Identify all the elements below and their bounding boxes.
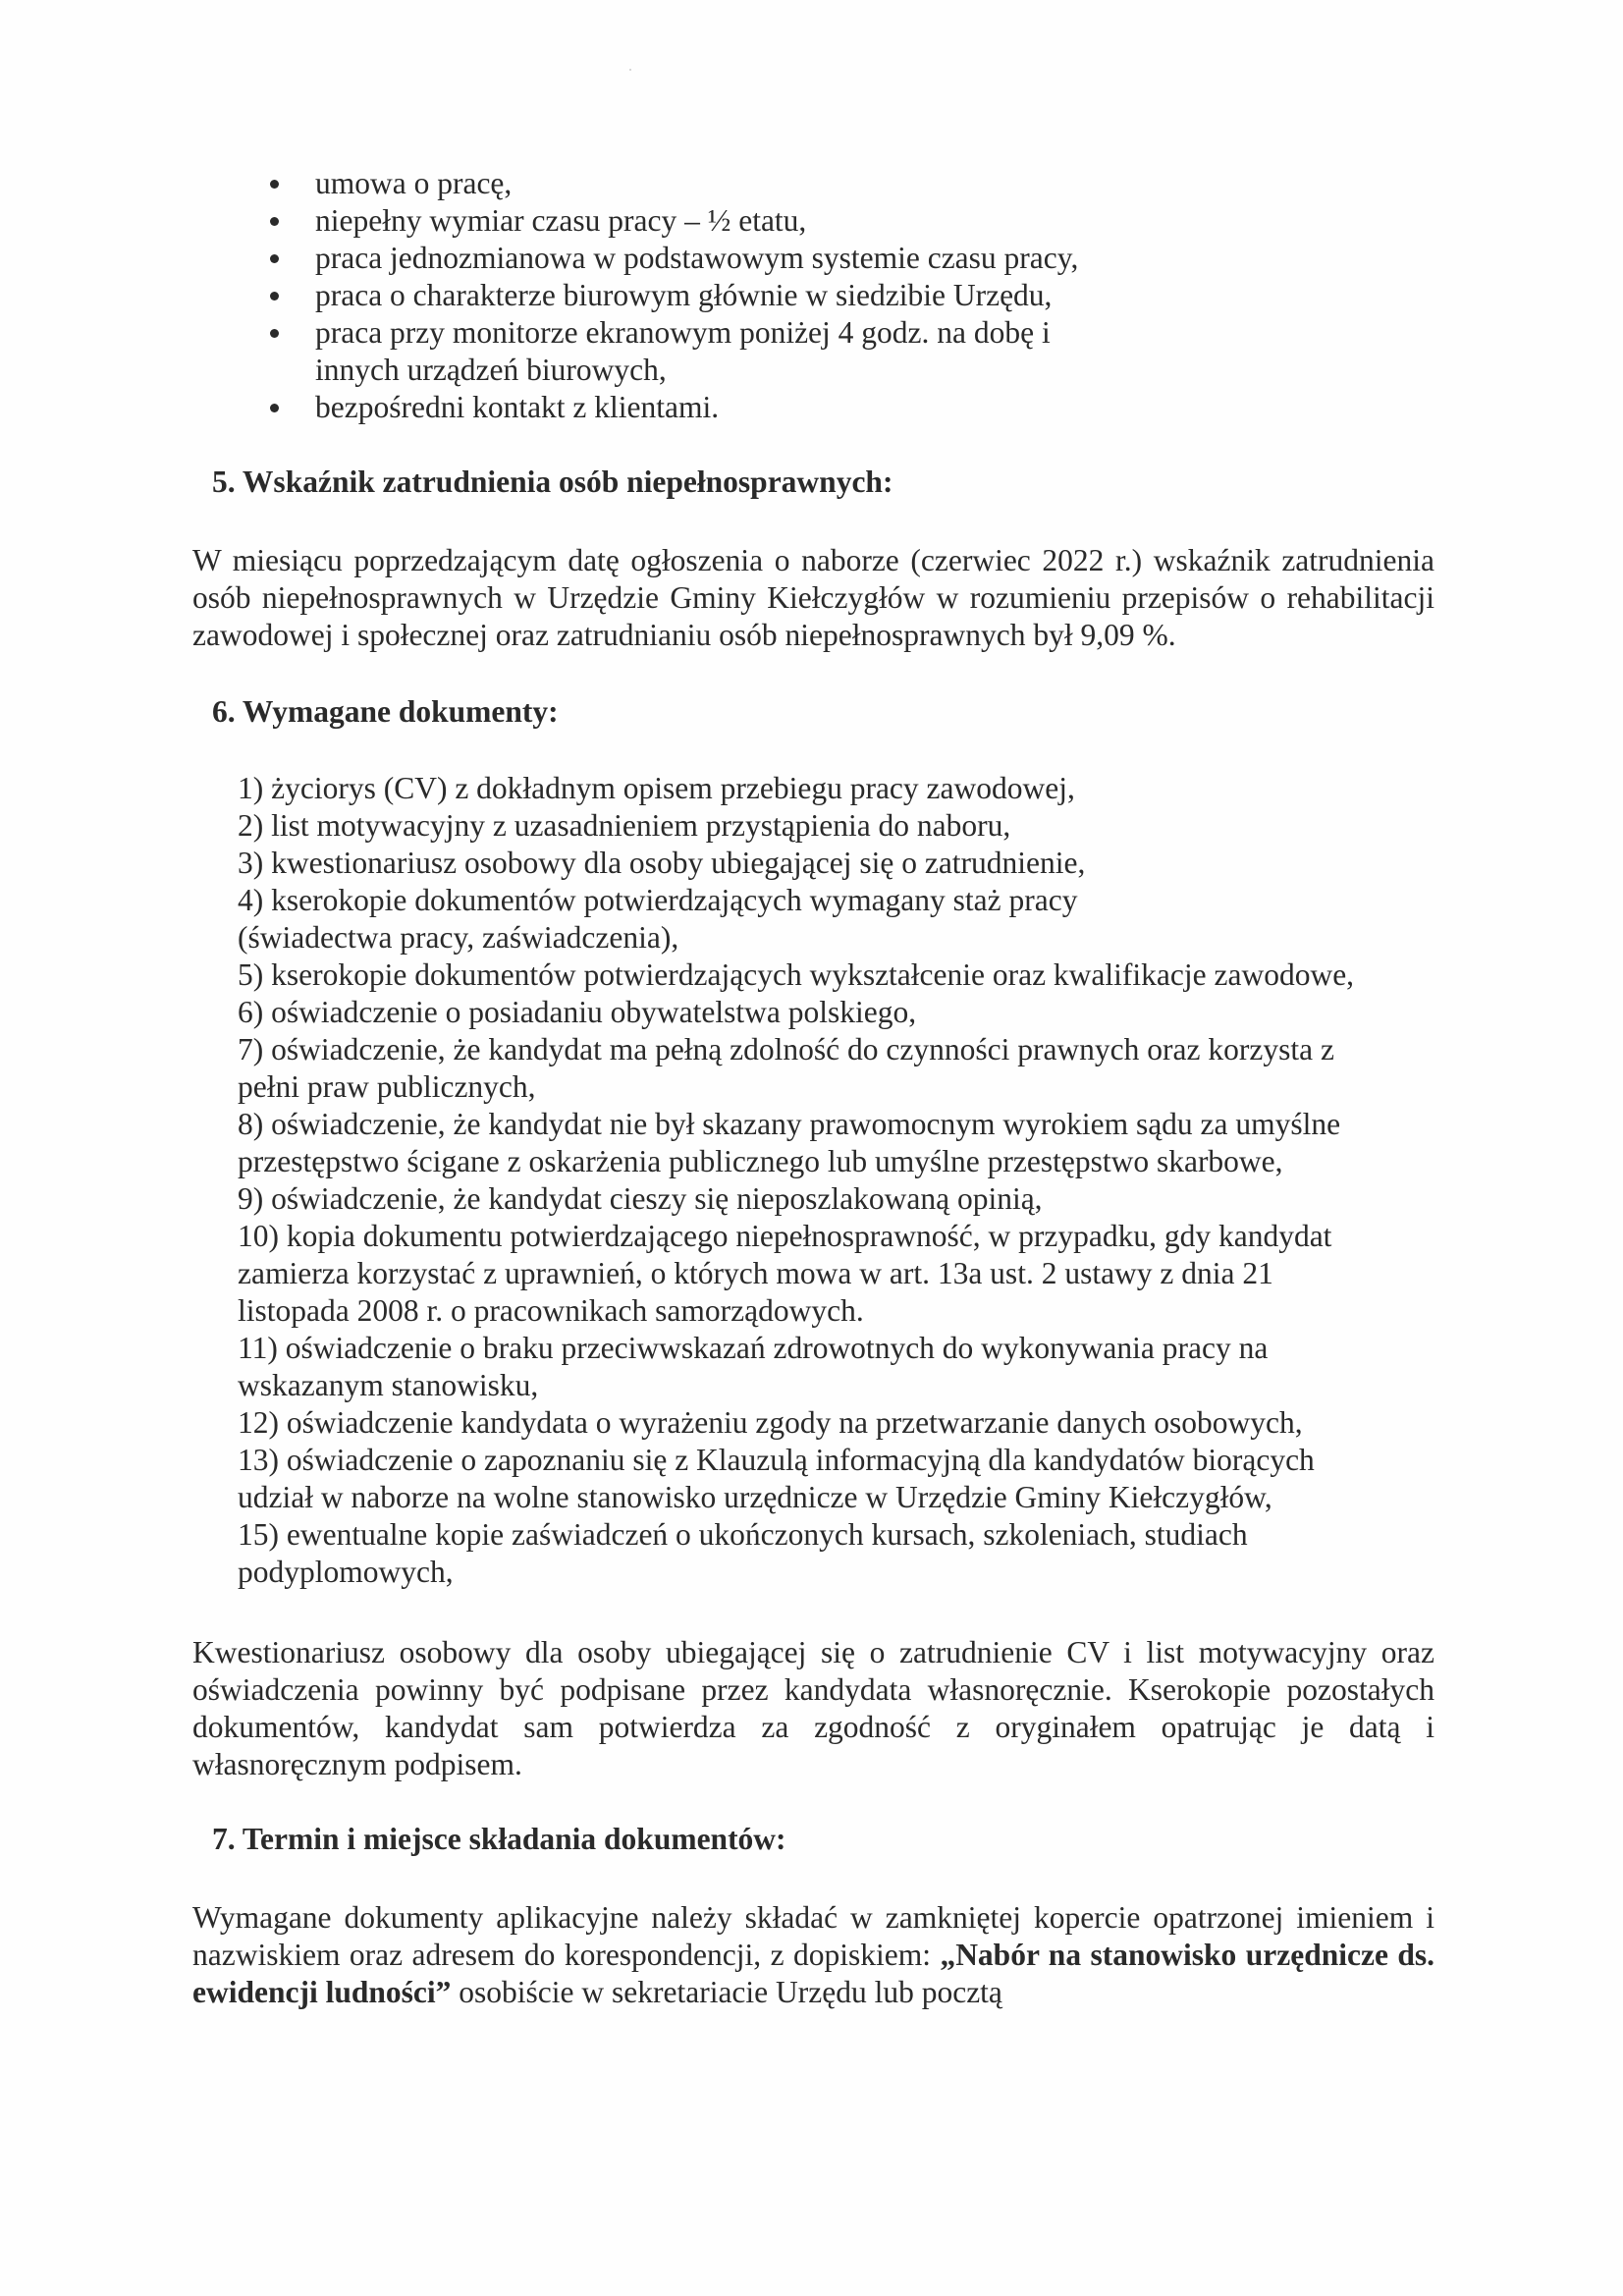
submission-label: „Nabór na stanowisko urzędnicze ds. ewidencji ludności” [192, 1938, 1435, 2009]
list-item: umowa o pracę, [315, 165, 1434, 202]
list-item: niepełny wymiar czasu pracy – ½ etatu, [315, 202, 1434, 240]
section-5-heading: 5. Wskaźnik zatrudnienia osób niepełnosprawnych: [212, 465, 893, 499]
list-item: praca jednozmianowa w podstawowym systemie czasu pracy, [315, 240, 1434, 277]
bullet-icon [270, 254, 279, 263]
list-item: praca przy monitorze ekranowym poniżej 4 godz. na dobę i innych urządzeń biurowych, [315, 314, 1434, 389]
scan-speck [629, 69, 631, 71]
section-5-text: W miesiącu poprzedzającym datę ogłoszenia o naborze (czerwiec 2022 r.) wskaźnik zatrudnienia osób niepełnosprawnych w Urzędzie Gminy Kiełczygłów w rozumieniu przepisów o rehabilitacji zawodowej i społecznej oraz zatrudnianiu osób niepełnosprawnych był 9,09 %. [192, 543, 1434, 652]
list-item: 2) list motywacyjny z uzasadnieniem przystąpienia do naboru, [238, 808, 1011, 843]
bullet-icon [270, 329, 279, 338]
list-item: 12) oświadczenie kandydata o wyrażeniu zgody na przetwarzanie danych osobowych, [238, 1405, 1303, 1440]
employment-conditions-list [192, 165, 1434, 426]
list-item: 6) oświadczenie o posiadaniu obywatelstwa polskiego, [238, 995, 917, 1029]
list-item: 8) oświadczenie, że kandydat nie był skazany prawomocnym wyrokiem sądu za umyślne przestępstwo ścigane z oskarżenia publicznego lub umyślne przestępstwo skarbowe, [238, 1107, 1341, 1178]
document-content [192, 165, 1434, 2011]
list-item: 13) oświadczenie o zapoznaniu się z Klauzulą informacyjną dla kandydatów biorących udział w naborze na wolne stanowisko urzędnicze w Urzędzie Gminy Kiełczygłów, [238, 1443, 1315, 1514]
list-item: 3) kwestionariusz osobowy dla osoby ubiegającej się o zatrudnienie, [238, 846, 1086, 880]
list-item: 15) ewentualne kopie zaświadczeń o ukończonych kursach, szkoleniach, studiach podyplomowych, [238, 1517, 1248, 1589]
section-7-heading: 7. Termin i miejsce składania dokumentów: [212, 1822, 786, 1856]
list-item: 10) kopia dokumentu potwierdzającego niepełnosprawność, w przypadku, gdy kandydat zamierza korzystać z uprawnień, o których mowa w art. 13a ust. 2 ustawy z dnia 21 listopada 2008 r. o pracownikach samorządowych. [238, 1219, 1332, 1328]
list-item: 11) oświadczenie o braku przeciwwskazań zdrowotnych do wykonywania pracy na wskazanym stanowisku, [238, 1331, 1269, 1402]
list-item: praca o charakterze biurowym głównie w siedzibie Urzędu, [315, 277, 1434, 314]
documents-note: Kwestionariusz osobowy dla osoby ubiegającej się o zatrudnienie CV i list motywacyjny oraz oświadczenia powinny być podpisane przez kandydata własnoręcznie. Kserokopie pozostałych dokumentów, kandydat sam potwierdza za zgodność z oryginałem opatrując je datą i własnoręcznym podpisem. [192, 1635, 1434, 1781]
list-item: 7) oświadczenie, że kandydat ma pełną zdolność do czynności prawnych oraz korzysta z pełni praw publicznych, [238, 1032, 1334, 1104]
list-item: 1) życiorys (CV) z dokładnym opisem przebiegu pracy zawodowej, [238, 771, 1075, 805]
list-item: 4) kserokopie dokumentów potwierdzających wymagany staż pracy (świadectwa pracy, zaświadczenia), [238, 883, 1078, 955]
list-item: 9) oświadczenie, że kandydat cieszy się nieposzlakowaną opinią, [238, 1181, 1043, 1216]
bullet-icon [270, 404, 279, 412]
bullet-icon [270, 292, 279, 301]
section-6-heading: 6. Wymagane dokumenty: [212, 694, 559, 729]
list-item: 5) kserokopie dokumentów potwierdzających wykształcenie oraz kwalifikacje zawodowe, [238, 957, 1355, 992]
required-documents-list [192, 770, 1434, 1591]
section-7-text: Wymagane dokumenty aplikacyjne należy składać w zamkniętej kopercie opatrzonej imieniem i nazwiskiem oraz adresem do korespondencji, z dopiskiem: „Nabór na stanowisko urzędnicze ds. ewidencji ludności” osobiście w sekretariacie Urzędu lub pocztą [192, 1900, 1435, 2009]
bullet-icon [270, 217, 279, 226]
bullet-icon [270, 180, 279, 189]
list-item: bezpośredni kontakt z klientami. [315, 389, 1434, 426]
